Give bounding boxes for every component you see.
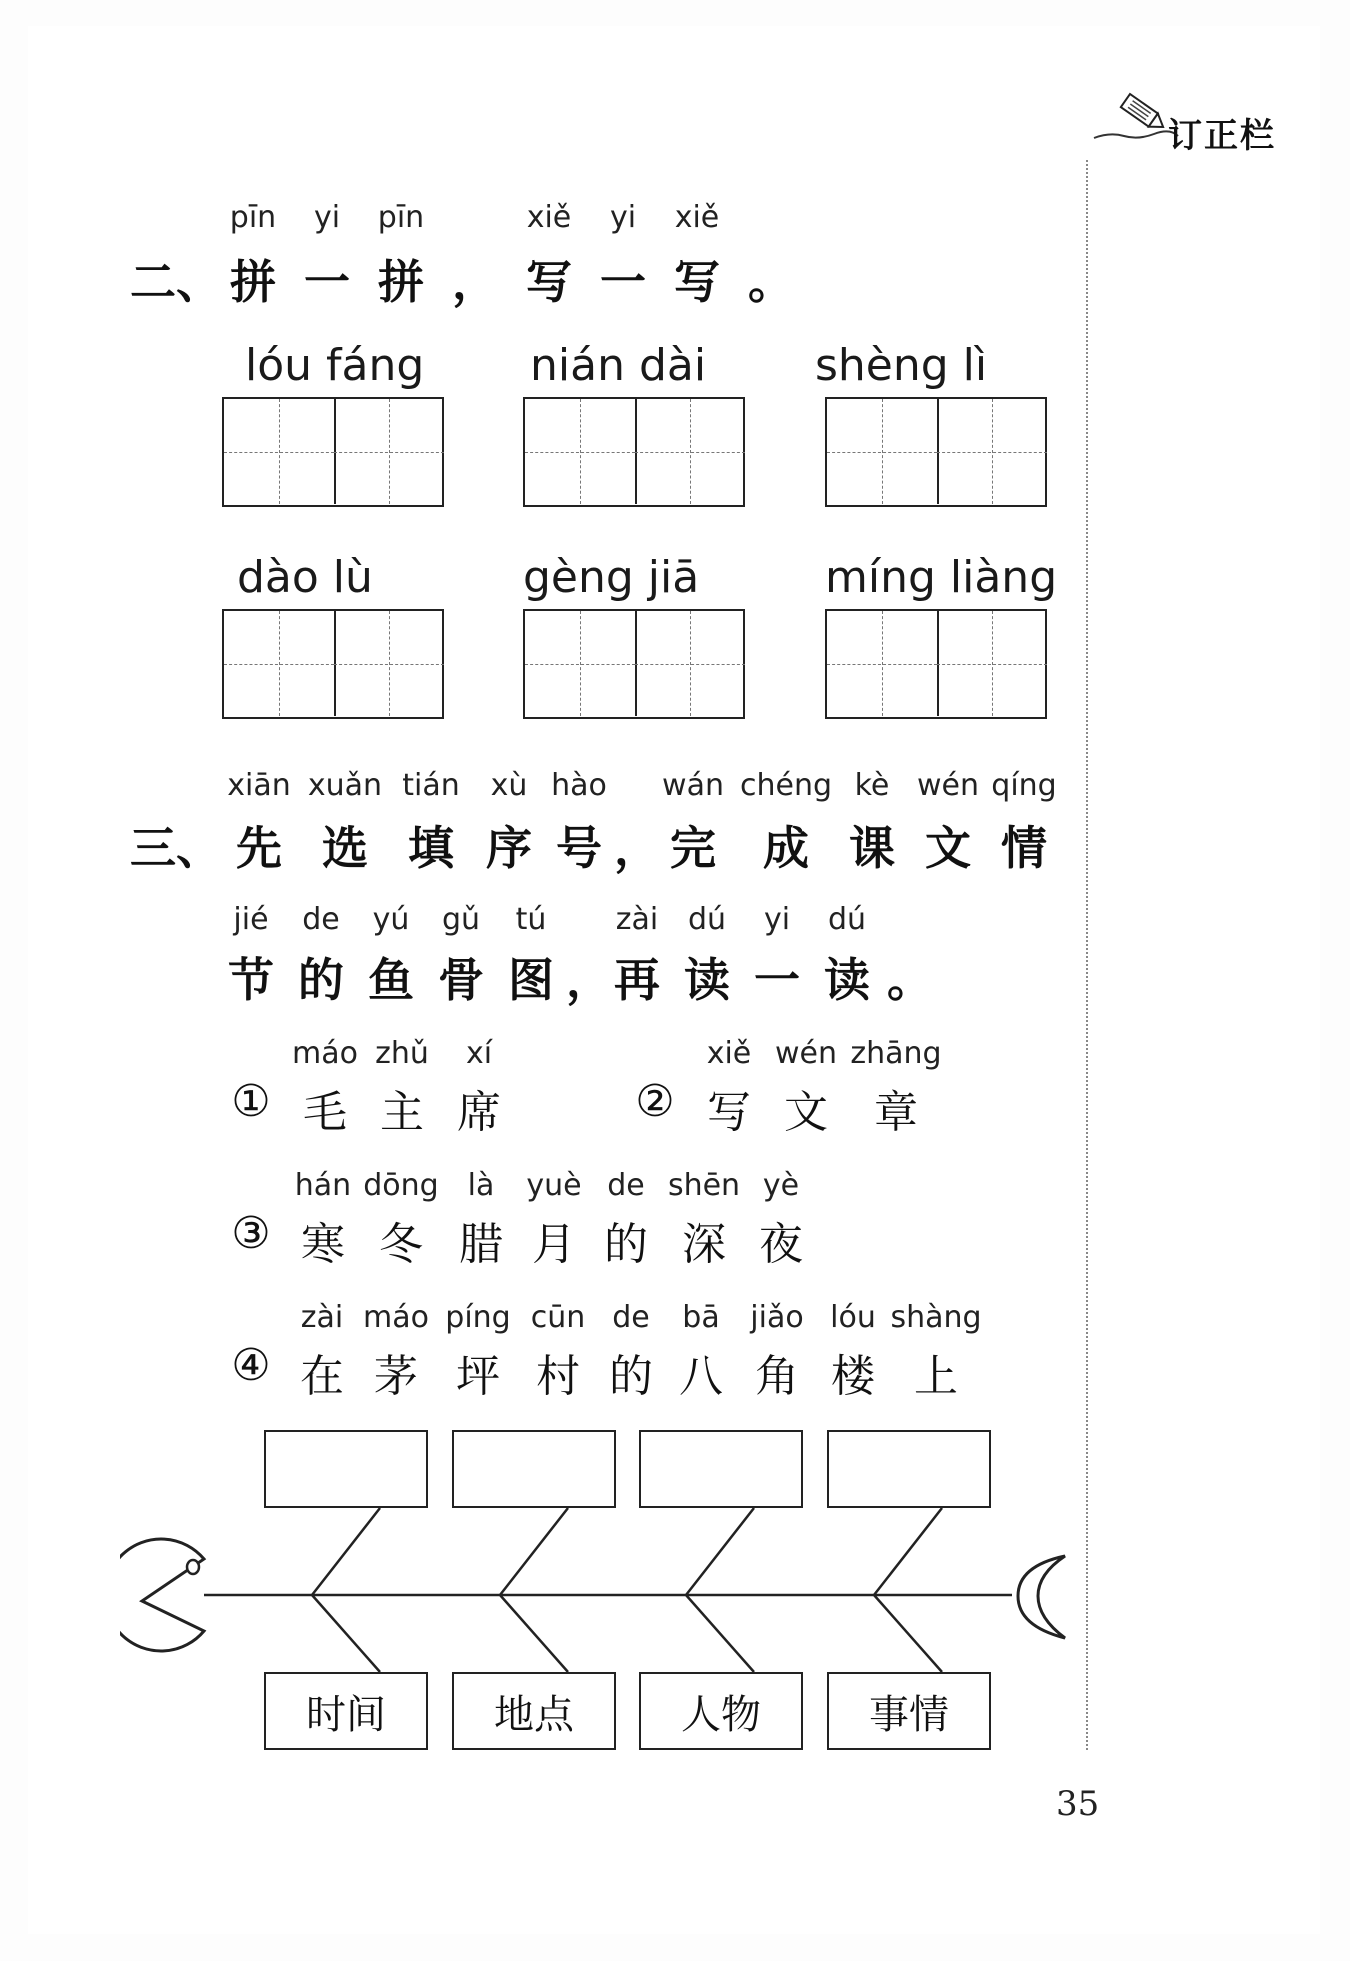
section3-line2-pinyin: [216, 902, 882, 937]
fish-head: [120, 1539, 204, 1651]
option-char: 腊: [459, 1219, 503, 1270]
section2-heading-pinyin: [130, 200, 734, 235]
pinyin: zhāng: [850, 1036, 942, 1071]
fish-bone: [686, 1508, 754, 1595]
heading-char: 写: [674, 255, 720, 309]
writing-grid[interactable]: [222, 609, 444, 719]
word-pinyin: dào lù: [237, 552, 373, 603]
pinyin: yi: [313, 200, 341, 235]
heading-char: 拼: [378, 255, 424, 309]
heading-char: 先: [236, 821, 282, 875]
heading-char: 再: [614, 953, 660, 1007]
fish-bone: [686, 1595, 754, 1672]
heading-char: 成: [763, 821, 809, 875]
heading-char: ，: [614, 821, 660, 875]
pinyin: là: [467, 1168, 495, 1203]
section3-heading-line2: [216, 944, 938, 1010]
word-pinyin: gèng jiā: [523, 552, 700, 603]
fish-tail: [1018, 1556, 1065, 1638]
option-char: 夜: [759, 1219, 803, 1270]
pinyin: máo: [363, 1300, 429, 1335]
pinyin: wén: [774, 1036, 837, 1071]
pinyin: gǔ: [441, 902, 481, 937]
writing-grid[interactable]: [825, 397, 1047, 507]
pinyin: hán: [294, 1168, 352, 1203]
option-char: 文: [784, 1087, 828, 1138]
pinyin: yi: [763, 902, 791, 937]
option-number: ③: [231, 1208, 271, 1259]
option-char: 章: [874, 1087, 918, 1138]
pinyin: dú: [827, 902, 867, 937]
option-char: 坪: [456, 1351, 500, 1402]
pinyin: xuǎn: [307, 768, 383, 803]
pinyin: shēn: [667, 1168, 741, 1203]
option-char: 茅: [374, 1351, 418, 1402]
heading-char: 一: [600, 255, 646, 309]
writing-grid[interactable]: [825, 609, 1047, 719]
writing-grid[interactable]: [523, 397, 745, 507]
pinyin: yuè: [526, 1168, 582, 1203]
pinyin: [438, 200, 512, 235]
heading-char: 拼: [230, 255, 276, 309]
pinyin: wán: [662, 768, 724, 803]
pinyin: pīn: [229, 200, 277, 235]
heading-char: 。: [887, 953, 933, 1007]
heading-char: 的: [298, 953, 344, 1007]
pinyin: xiān: [227, 768, 291, 803]
writing-grid[interactable]: [222, 397, 444, 507]
pinyin: xí: [465, 1036, 493, 1071]
heading-char: 选: [322, 821, 368, 875]
option-2: [618, 1076, 946, 1140]
pinyin: píng: [445, 1300, 511, 1335]
pinyin: xù: [490, 768, 528, 803]
heading-char: 文: [925, 821, 971, 875]
fish-eye: [187, 1560, 199, 1574]
pinyin: kè: [854, 768, 890, 803]
pinyin: shàng: [890, 1300, 982, 1335]
heading-char: 二、: [130, 255, 222, 309]
pinyin: yè: [762, 1168, 800, 1203]
option-number: ④: [231, 1340, 271, 1391]
heading-char: 三、: [130, 821, 222, 875]
heading-char: 一: [304, 255, 350, 309]
option-char: 写: [707, 1087, 751, 1138]
heading-char: 图: [508, 953, 554, 1007]
pinyin: bā: [682, 1300, 720, 1335]
heading-char: 骨: [438, 953, 484, 1007]
option-char: 八: [679, 1351, 723, 1402]
option-char: 的: [604, 1219, 648, 1270]
word-pinyin: nián dài: [530, 340, 707, 391]
pinyin: pīn: [377, 200, 425, 235]
option-char: 月: [532, 1219, 576, 1270]
pinyin: de: [612, 1300, 650, 1335]
pencil-icon: [1090, 86, 1180, 146]
pinyin: yi: [609, 200, 637, 235]
pinyin: [614, 768, 650, 803]
pinyin: jié: [233, 902, 269, 937]
heading-char: ，: [566, 953, 612, 1007]
pinyin: xiě: [526, 200, 572, 235]
option-char: 冬: [379, 1219, 423, 1270]
option-char: 上: [914, 1351, 958, 1402]
option-char: 深: [682, 1219, 726, 1270]
option-char: 在: [300, 1351, 344, 1402]
option-char: 寒: [301, 1219, 345, 1270]
option-4-pinyin: [288, 1300, 984, 1335]
pinyin: máo: [292, 1036, 358, 1071]
option-char: 的: [609, 1351, 653, 1402]
option-char: 村: [536, 1351, 580, 1402]
fish-bone: [874, 1508, 942, 1595]
heading-char: 写: [526, 255, 572, 309]
correction-column-title: 订正栏: [1168, 116, 1276, 156]
pinyin: yú: [372, 902, 410, 937]
pinyin: de: [607, 1168, 645, 1203]
answer-box-place[interactable]: [452, 1430, 616, 1508]
correction-column-divider: [1086, 160, 1088, 1750]
word-pinyin: lóu fáng: [245, 340, 425, 391]
heading-char: 读: [824, 953, 870, 1007]
option-1: [214, 1076, 516, 1140]
option-3-pinyin: [288, 1168, 816, 1203]
pinyin: xiě: [674, 200, 720, 235]
heading-char: 情: [1001, 821, 1047, 875]
heading-char: 完: [670, 821, 716, 875]
pinyin: chéng: [739, 768, 833, 803]
section3-line1-pinyin: [130, 768, 1060, 803]
answer-box-event[interactable]: [827, 1430, 991, 1508]
section2-heading: [130, 246, 808, 312]
pinyin: de: [302, 902, 340, 937]
heading-char: ，: [452, 255, 498, 309]
heading-char: 号: [556, 821, 602, 875]
option-2-pinyin: [692, 1036, 946, 1071]
option-4: [214, 1340, 984, 1404]
heading-char: 鱼: [368, 953, 414, 1007]
fish-bone: [874, 1595, 942, 1672]
fishbone-label-place: 地点: [452, 1672, 616, 1750]
fish-bone: [312, 1595, 380, 1672]
heading-char: 填: [408, 821, 454, 875]
fishbone-label-people: 人物: [639, 1672, 803, 1750]
option-char: 毛: [303, 1087, 347, 1138]
pinyin: dú: [687, 902, 727, 937]
heading-char: 序: [486, 821, 532, 875]
option-char: 席: [457, 1087, 501, 1138]
option-char: 楼: [831, 1351, 875, 1402]
page-number: 35: [1056, 1784, 1100, 1824]
fish-bone: [500, 1595, 568, 1672]
pinyin: [566, 902, 602, 937]
fishbone-label-time: 时间: [264, 1672, 428, 1750]
heading-char: 节: [228, 953, 274, 1007]
pinyin: zài: [615, 902, 659, 937]
option-char: 角: [755, 1351, 799, 1402]
option-1-pinyin: [288, 1036, 516, 1071]
answer-box-time[interactable]: [264, 1430, 428, 1508]
pinyin: qíng: [991, 768, 1057, 803]
option-char: 主: [380, 1087, 424, 1138]
pinyin: lóu: [830, 1300, 876, 1335]
answer-box-people[interactable]: [639, 1430, 803, 1508]
pinyin: zài: [300, 1300, 344, 1335]
heading-char: 课: [849, 821, 895, 875]
pinyin: dōng: [363, 1168, 439, 1203]
pinyin: xiě: [706, 1036, 752, 1071]
writing-grid[interactable]: [523, 609, 745, 719]
pinyin: zhǔ: [375, 1036, 429, 1071]
option-number: ②: [635, 1076, 675, 1127]
fish-bone: [312, 1508, 380, 1595]
section3-heading-line1: [130, 812, 1060, 878]
fishbone-label-event: 事情: [827, 1672, 991, 1750]
heading-char: 读: [684, 953, 730, 1007]
pinyin: jiǎo: [750, 1300, 804, 1335]
fish-bone: [500, 1508, 568, 1595]
word-pinyin: shèng lì: [815, 340, 988, 391]
pinyin: wén: [916, 768, 979, 803]
heading-char: 一: [754, 953, 800, 1007]
option-3: [214, 1208, 816, 1272]
heading-char: 。: [748, 255, 794, 309]
word-pinyin: míng liàng: [825, 552, 1058, 603]
pinyin: tián: [402, 768, 460, 803]
option-number: ①: [231, 1076, 271, 1127]
pinyin: tú: [515, 902, 547, 937]
pinyin: hào: [551, 768, 607, 803]
pinyin: cūn: [530, 1300, 586, 1335]
